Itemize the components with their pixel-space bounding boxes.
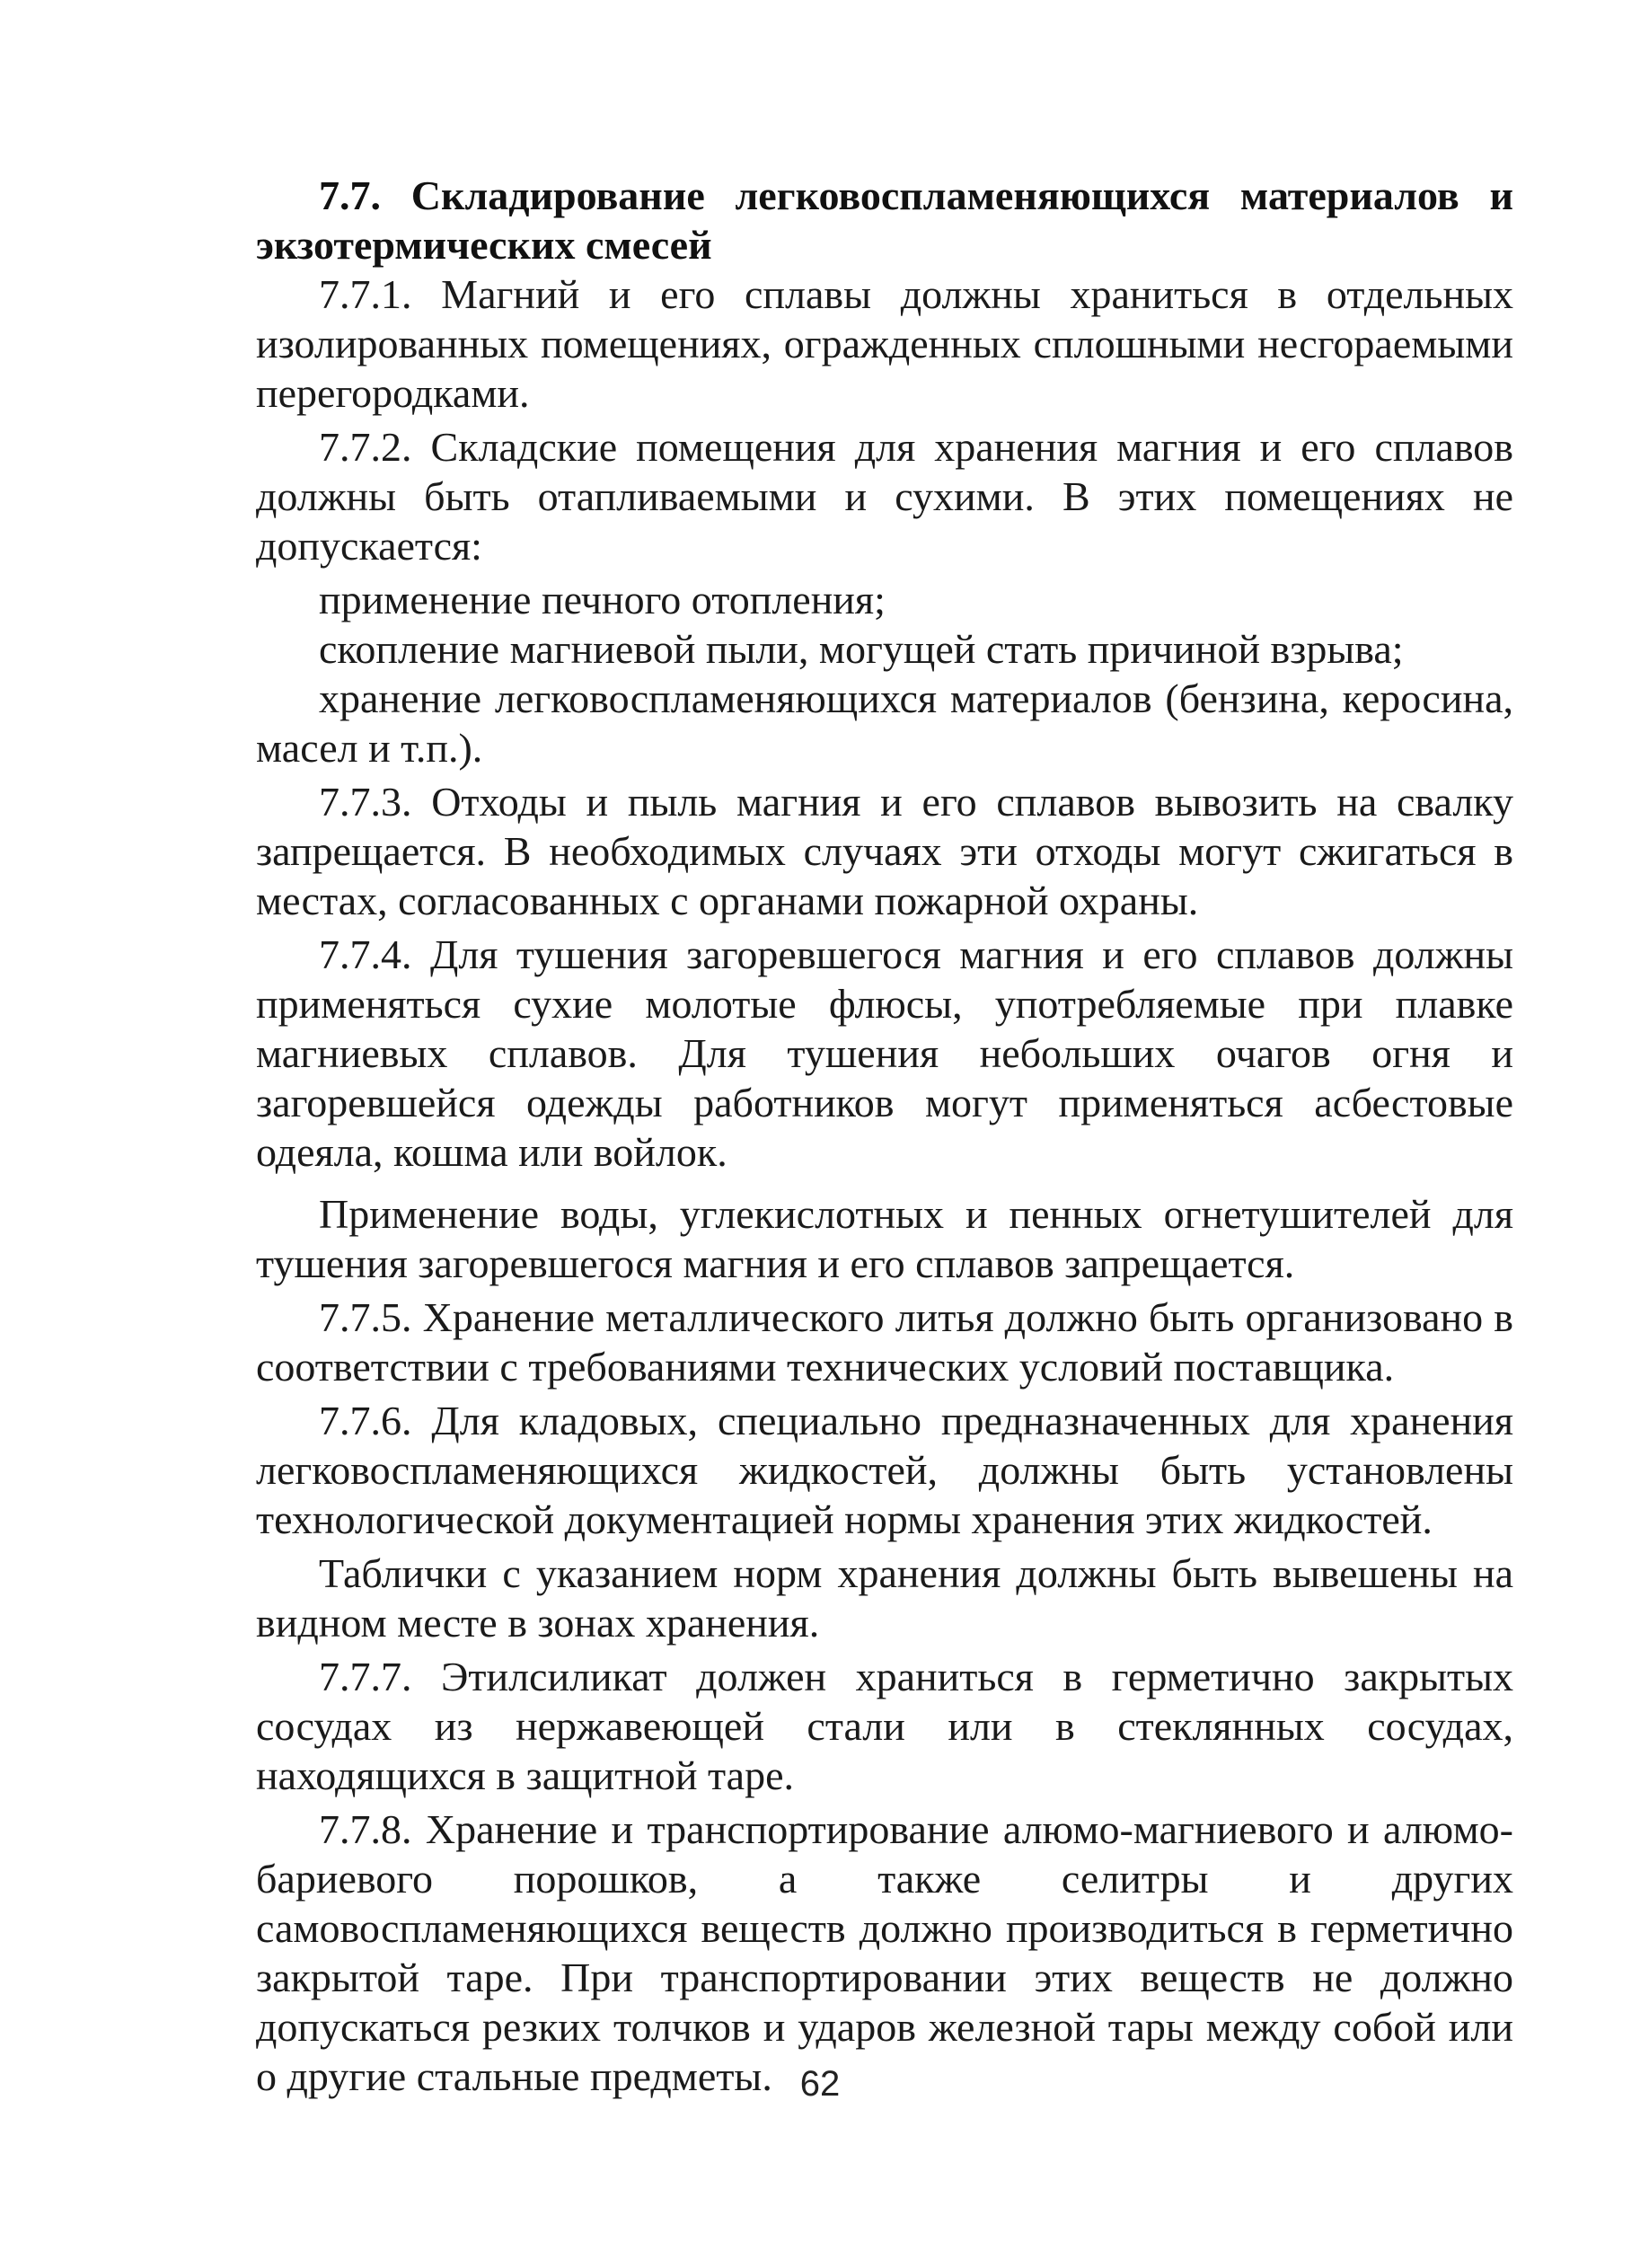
paragraph-extinguishers: Применение воды, углекислотных и пенных огнетушителей для тушения загоревшегося магния и его сплавов запрещается. [256,1191,1513,1286]
document-body [256,171,1513,2105]
paragraph-7-7-3: 7.7.3. Отходы и пыль магния и его сплавов вывозить на свалку запрещается. В необходимых случаях эти отходы могут сжигаться в местах, согласованных с органами пожарной охраны. [256,779,1513,923]
section-heading: 7.7. Складирование легковоспламеняющихся материалов и экзотермических смесей [256,172,1513,268]
paragraph-7-7-7: 7.7.7. Этилсиликат должен храниться в герметично закрытых сосудах из нержавеющей стали или в стеклянных сосудах, находящихся в защитной таре. [256,1654,1513,1798]
page-number: 62 [799,2064,841,2104]
paragraph-signs: Таблички с указанием норм хранения должны быть вывешены на видном месте в зонах хранения. [256,1550,1513,1646]
list-item-dust: скопление магниевой пыли, могущей стать причиной взрыва; [319,626,1404,672]
paragraph-7-7-6: 7.7.6. Для кладовых, специально предназначенных для хранения легковоспламеняющихся жидкостей, должны быть установлены технологической документацией нормы хранения этих жидкостей. [256,1398,1513,1542]
paragraph-7-7-4: 7.7.4. Для тушения загоревшегося магния и его сплавов должны применяться сухие молотые флюсы, употребляемые при плавке магниевых сплавов. Для тушения небольших очагов огня и загоревшейся одежды работников могут применяться асбестовые одеяла, кошма или войлок. [256,931,1513,1175]
paragraph-7-7-2: 7.7.2. Складские помещения для хранения магния и его сплавов должны быть отапливаемыми и сухими. В этих помещениях не допускается: [256,424,1513,569]
paragraph-7-7-1: 7.7.1. Магний и его сплавы должны храниться в отдельных изолированных помещениях, огражденных сплошными несгораемыми перегородками. [256,271,1513,416]
paragraph-7-7-8: 7.7.8. Хранение и транспортирование алюмо-магниевого и алюмо-бариевого порошков, а также селитры и других самовоспламеняющихся веществ должно производиться в герметично закрытой таре. При транспортировании этих веществ не должно допускаться резких толчков и ударов железной тары между собой или о другие стальные предметы. [256,1806,1513,2099]
list-item-heating: применение печного отопления; [319,577,886,622]
list-item-flammables: хранение легковоспламеняющихся материалов (бензина, керосина, масел и т.п.). [256,675,1513,771]
paragraph-7-7-5: 7.7.5. Хранение металлического литья должно быть организовано в соответствии с требованиями технических условий поставщика. [256,1294,1513,1390]
